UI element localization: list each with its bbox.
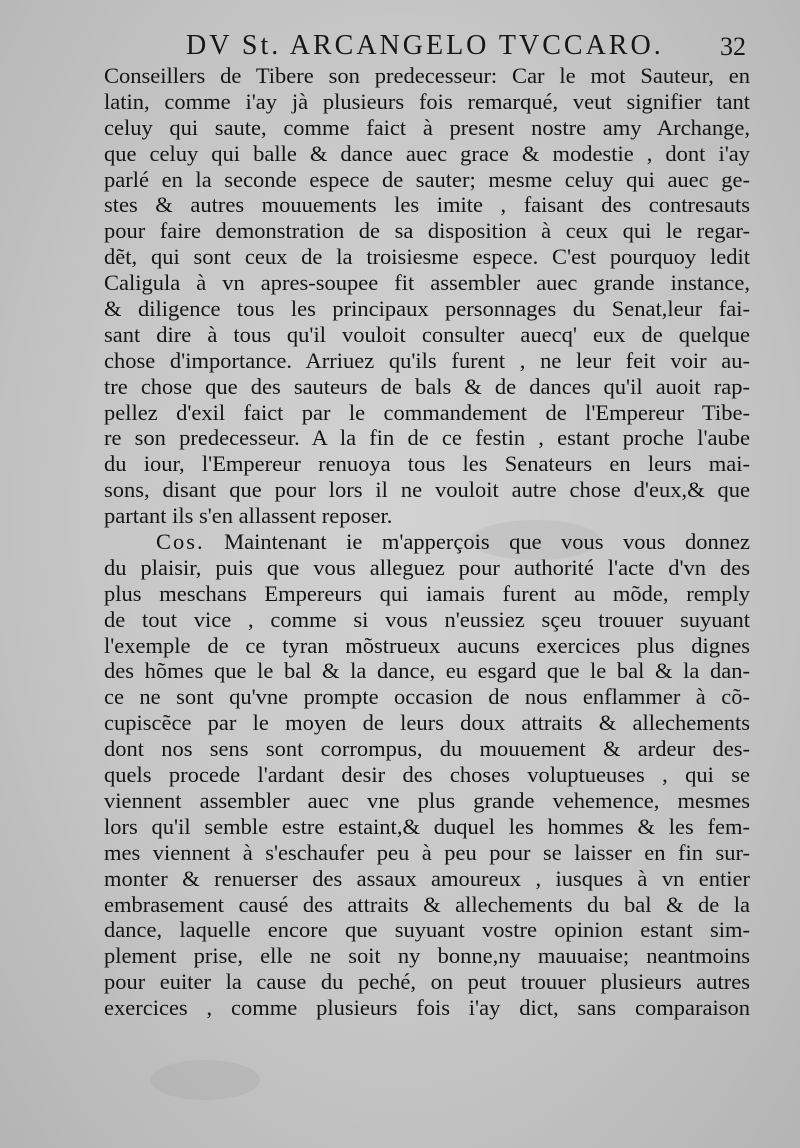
text-line: pellez d'exil faict par le commandement de l'Empereur Tibe-: [104, 399, 750, 425]
text-line: dance, laquelle encore que suyuant vostre opinion estant sim-: [104, 917, 750, 943]
paper-stain: [150, 1060, 260, 1100]
text-line: mes viennent à s'eschaufer peu à peu pour se laisser en fin sur-: [104, 839, 750, 865]
text-line: de tout vice , comme si vous n'eussiez sçeu trouuer suyuant: [104, 606, 750, 632]
text-line: quels procede l'ardant desir des choses voluptueuses , qui se: [104, 762, 750, 788]
page-header: [186, 30, 746, 66]
text-line: cupiscẽce par le moyen de leurs doux attraits & allechements: [104, 710, 750, 736]
text-line: dẽt, qui sont ceux de la troisiesme espece. C'est pourquoy ledit: [104, 244, 750, 270]
text-line: plement prise, elle ne soit ny bonne,ny mauuaise; neantmoins: [104, 943, 750, 969]
text-line: l'exemple de ce tyran mõstrueux aucuns exercices plus dignes: [104, 632, 750, 658]
text-line: Caligula à vn apres-soupee fit assembler auec grande instance,: [104, 270, 750, 296]
text-line: que celuy qui balle & dance auec grace & modestie , dont i'ay: [104, 140, 750, 166]
text-line: chose d'importance. Arriuez qu'ils furent , ne leur feit voir au-: [104, 347, 750, 373]
paragraph-opening-line: [104, 529, 750, 555]
text-line: tre chose que des sauteurs de bals & de dances qu'il auoit rap-: [104, 373, 750, 399]
text-line: re son predecesseur. A la fin de ce festin , estant proche l'aube: [104, 425, 750, 451]
text-line: des hõmes que le bal & la dance, eu esgard que le bal & la dan-: [104, 658, 750, 684]
text-line: exercices , comme plusieurs fois i'ay dict, sans comparaison: [104, 995, 750, 1021]
text-line: Maintenant ie m'apperçois que vous vous donnez: [224, 529, 751, 555]
text-line: du plaisir, puis que vous alleguez pour authorité l'acte d'vn des: [104, 554, 750, 580]
text-line: sons, disant que pour lors il ne vouloit autre chose d'eux,& que: [104, 477, 750, 503]
text-line: pour faire demonstration de sa disposition à ceux qui le regar-: [104, 218, 750, 244]
running-head: DV St. ARCANGELO TVCCARO.: [186, 30, 664, 61]
text-line: sant dire à tous qu'il vouloit consulter auecq' eux de quelque: [104, 321, 750, 347]
text-line: du iour, l'Empereur renuoya tous les Senateurs en leurs mai-: [104, 451, 750, 477]
text-line: celuy qui saute, comme faict à present nostre amy Archange,: [104, 114, 750, 140]
text-line: dont nos sens sont corrompus, du mouuement & ardeur des-: [104, 736, 750, 762]
text-line: latin, comme i'ay jà plusieurs fois remarqué, veut signifier tant: [104, 88, 750, 114]
speaker-label: Cos.: [156, 529, 205, 555]
text-line: stes & autres mouuements les imite , faisant des contresauts: [104, 192, 750, 218]
text-line: plus meschans Empereurs qui iamais furent au mõde, remply: [104, 580, 750, 606]
text-line: monter & renuerser des assaux amoureux , iusques à vn entier: [104, 865, 750, 891]
page-number: 32: [720, 32, 746, 61]
body-text: [104, 63, 750, 1021]
text-line: embrasement causé des attraits & allechements du bal & de la: [104, 891, 750, 917]
text-line: lors qu'il semble estre estaint,& duquel les hommes & les fem-: [104, 813, 750, 839]
text-line: partant ils s'en allassent reposer.: [104, 503, 393, 529]
text-line: & diligence tous les principaux personnages du Senat,leur fai-: [104, 296, 750, 322]
text-line: Conseillers de Tibere son predecesseur: Car le mot Sauteur, en: [104, 63, 750, 88]
text-line: viennent assembler auec vne plus grande vehemence, mesmes: [104, 787, 750, 813]
text-line: parlé en la seconde espece de sauter; mesme celuy qui auec ge-: [104, 166, 750, 192]
text-line: pour euiter la cause du peché, on peut trouuer plusieurs autres: [104, 969, 750, 995]
text-line: ce ne sont qu'vne prompte occasion de nous enflammer à cõ-: [104, 684, 750, 710]
